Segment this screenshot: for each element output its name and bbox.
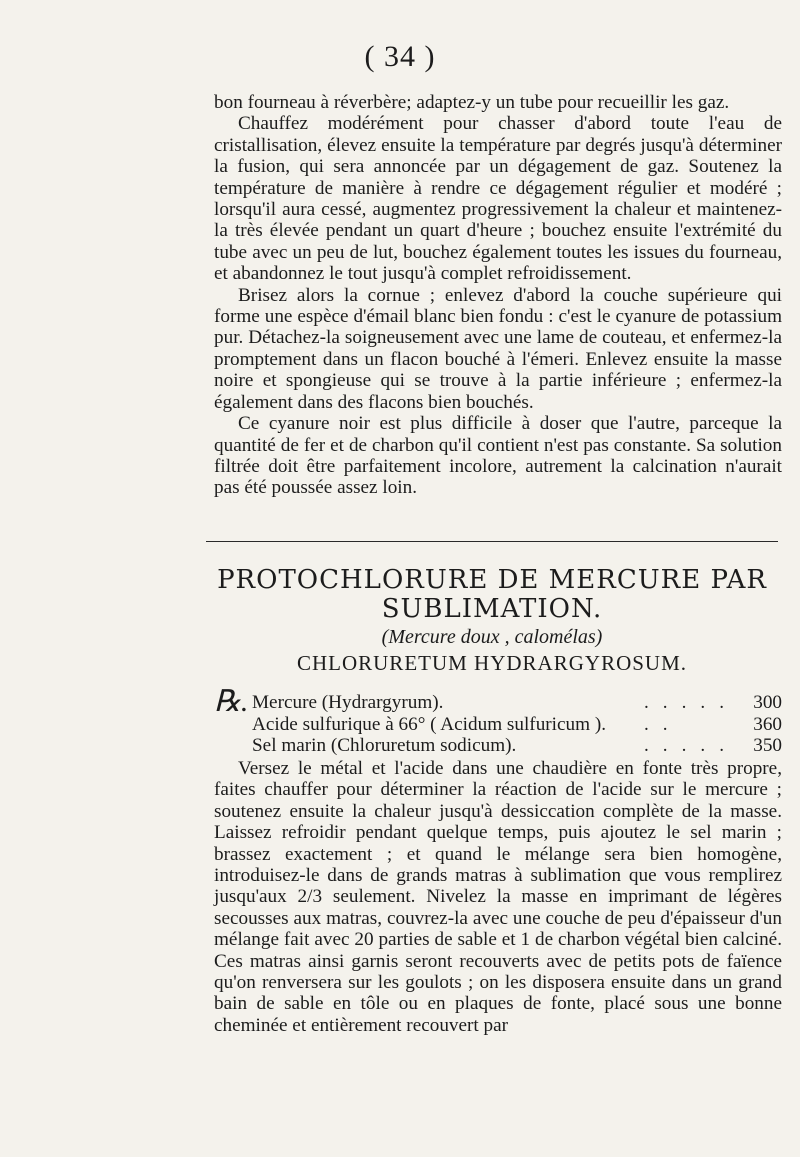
leader-dots: ..... [644, 735, 738, 756]
paragraph-procedure: Versez le métal et l'acide dans une chaudière en fonte très propre, faites chauffer pour déterminer la réaction de l'acide sur le mercure ; soutenez ensuite la chaleur jusqu'à dessiccation complète de la masse. Laissez refroidir pendant quelque temps, puis ajoutez le sel marin ; brassez exactement ; et quand le mélange sera bien homogène, introduisez-le dans de grands matras à sublimation que vous remplirez jusqu'aux 2/3 seulement. Nivelez la masse en imprimant de légères secousses aux matras, couvrez-la avec une couche de peu d'épaisseur d'un mélange fait avec 20 parties de sable et 1 de charbon végétal bien calciné. Ces matras ainsi garnis seront recouverts avec de petits pots de faïence qu'on renversera sur les goulots ; on les disposera ensuite dans un grand bain de sable en tôle ou en plaques de fonte, placé sous une bonne cheminée et entièrement recouvert par [214, 758, 782, 1036]
section-subtitle: (Mercure doux , calomélas) [381, 626, 603, 648]
recipe-symbol: ℞. [214, 685, 249, 718]
recipe-item-quantity: 360 [753, 713, 782, 735]
recipe-item-quantity: 300 [753, 692, 782, 713]
leader-dots: ..... [644, 692, 738, 713]
bottom-text-block [214, 758, 782, 1036]
section-heading [206, 566, 778, 676]
page-number: ( 34 ) [364, 40, 436, 73]
section-title-line2: SUBLIMATION. [381, 594, 603, 624]
recipe-item-name: Sel marin (Chloruretum sodicum). [252, 735, 517, 756]
paragraph-cyanure-noir: Ce cyanure noir est plus difficile à doser que l'autre, parceque la quantité de fer et de charbon qu'il contient n'est pas constante. Sa solution filtrée doit être parfaitement incolore, autrement la calcination n'aurait pas été poussée assez loin. [214, 413, 782, 499]
section-latin-title: CHLORURETUM HYDRARGYROSUM. [296, 651, 688, 675]
section-divider [206, 541, 778, 542]
recipe-row [214, 735, 782, 757]
recipe-row [214, 692, 782, 714]
recipe-item-quantity: 350 [753, 735, 782, 756]
paragraph-heating: Chauffez modérément pour chasser d'abord toute l'eau de cristallisation, élevez ensuite la température par degrés jusqu'à déterminer la fusion, qui sera annoncée par un dégagement de gaz. Soutenez la température de manière à rendre ce dégagement régulier et modéré ; lorsqu'il aura cessé, augmentez progressivement la chaleur et maintenez-la très élevée pendant un quart d'heure ; bouchez ensuite l'extrémité du tube avec un peu de lut, bouchez également toutes les issues du fourneau, et abandonnez le tout jusqu'à complet refroidissement. [214, 113, 782, 285]
recipe-row [214, 714, 782, 736]
section-title-line1: PROTOCHLORURE DE MERCURE PAR [217, 565, 767, 595]
recipe-item-name: Mercure (Hydrargyrum). [252, 692, 444, 713]
paragraph-continuation: bon fourneau à réverbère; adaptez-y un tube pour recueillir les gaz. [214, 92, 730, 113]
top-text-block [214, 92, 782, 499]
recipe-item-name: Acide sulfurique à 66° ( Acidum sulfuricum ). [252, 713, 607, 735]
leader-dots: .. [644, 713, 682, 735]
paragraph-cornue: Brisez alors la cornue ; enlevez d'abord la couche supérieure qui forme une espèce d'émail blanc bien fondu : c'est le cyanure de potassium pur. Détachez-la soigneusement avec une lame de couteau, et enfermez-la promptement dans un flacon bouché à l'émeri. Enlevez ensuite la masse noire et spongieuse qui se trouve à la partie inférieure ; enfermez-la également dans des flacons bien bouchés. [214, 284, 782, 413]
recipe-list [214, 685, 782, 757]
